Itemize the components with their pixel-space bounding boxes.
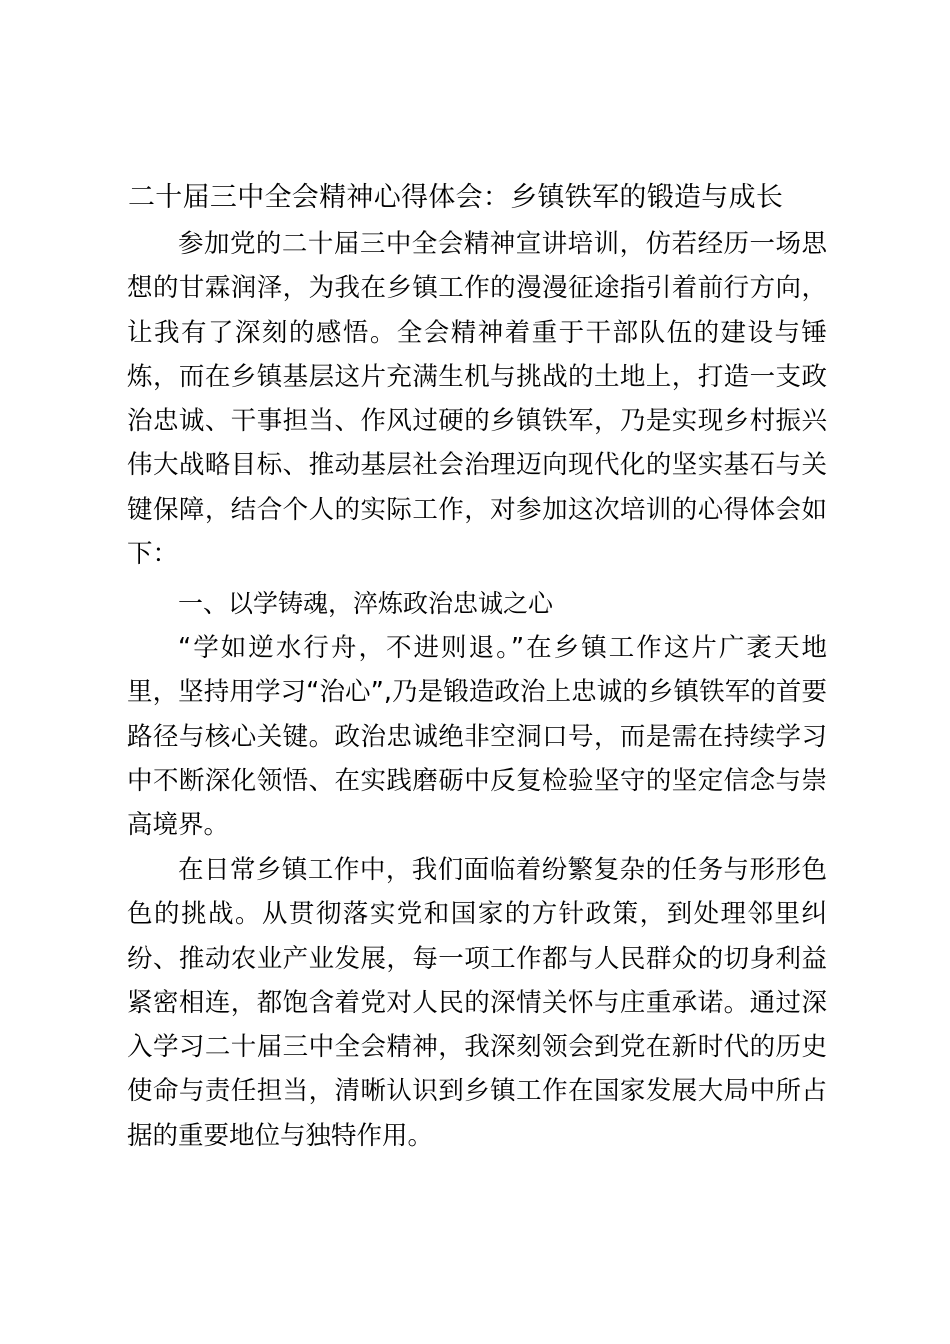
paragraph-intro: 参加党的二十届三中全会精神宣讲培训，仿若经历一场思想的甘霖润泽，为我在乡镇工作的漫漫征途指引着前行方向，让我有了深刻的感悟。全会精神着重于干部队伍的建设与锤炼，而在乡镇基层这片充满生机与挑战的土地上，打造一支政治忠诚、干事担当、作风过硬的乡镇铁军，乃是实现乡村振兴伟大战略目标、推动基层社会治理迈向现代化的坚实基石与关键保障，结合个人的实际工作，对参加这次培训的心得体会如下：: [127, 229, 827, 570]
paragraph-section1-1: “学如逆水行舟，不进则退。”在乡镇工作这片广袤天地里，坚持用学习“治心”,乃是锻造政治上忠诚的乡镇铁军的首要路径与核心关键。政治忠诚绝非空洞口号，而是需在持续学习中不断深化领悟、在实践磨砺中反复检验坚守的坚定信念与崇高境界。: [127, 633, 827, 841]
document-title: 二十届三中全会精神心得体会：乡镇铁军的锻造与成长: [128, 182, 784, 213]
paragraph-section1-2: 在日常乡镇工作中，我们面临着纷繁复杂的任务与形形色色的挑战。从贯彻落实党和国家的方针政策，到处理邻里纠纷、推动农业产业发展，每一项工作都与人民群众的切身利益紧密相连，都饱含着党对人民的深情关怀与庄重承诺。通过深入学习二十届三中全会精神，我深刻领会到党在新时代的历史使命与责任担当，清晰认识到乡镇工作在国家发展大局中所占据的重要地位与独特作用。: [127, 855, 827, 1151]
section-heading-1: 一、以学铸魂，淬炼政治忠诚之心: [178, 589, 554, 618]
